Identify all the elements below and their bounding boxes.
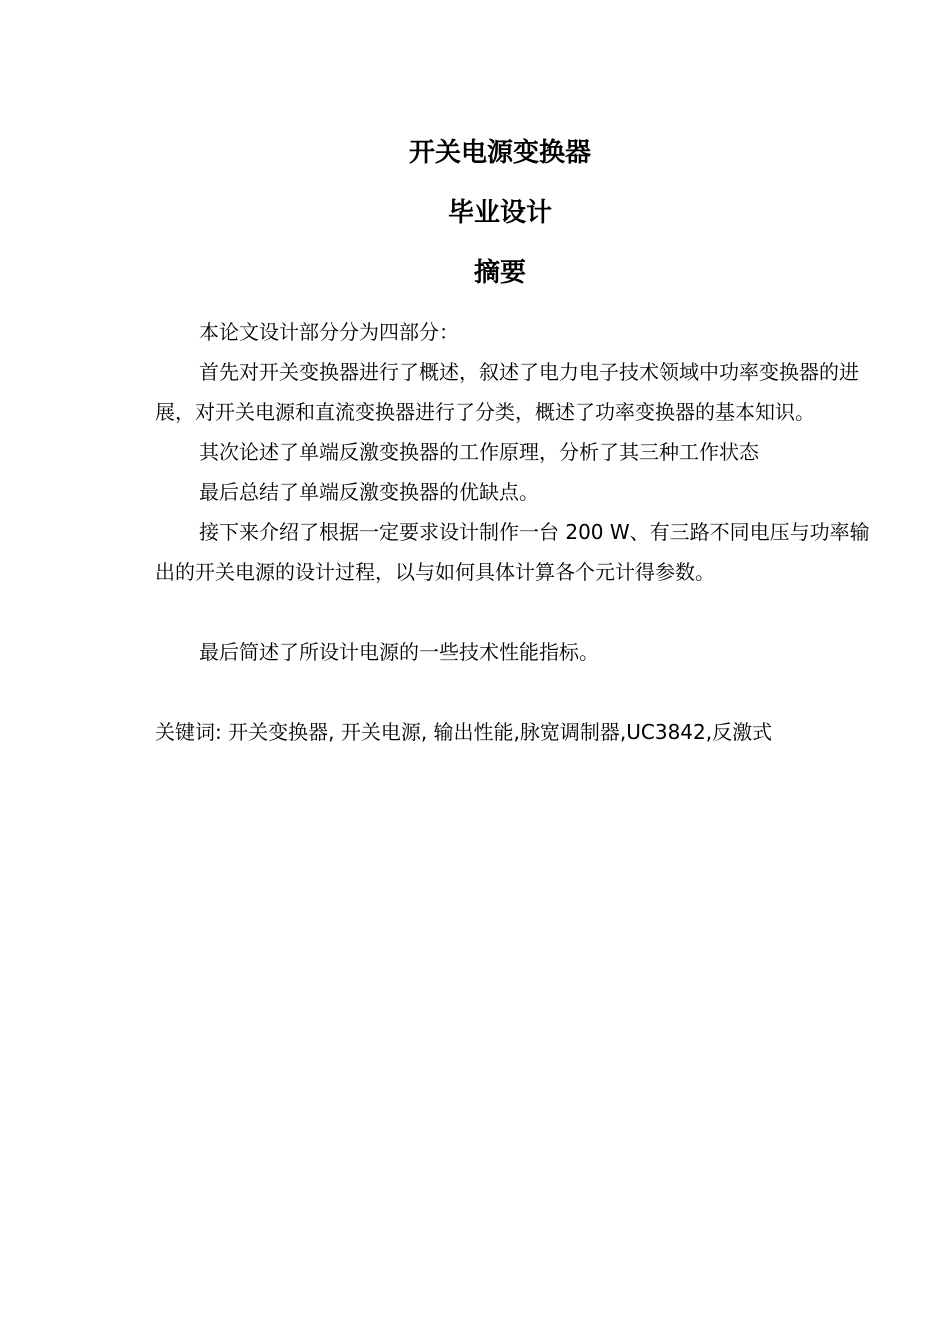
abstract-body	[155, 312, 875, 752]
abstract-paragraph-4: 最后总结了单端反激变换器的优缺点。	[199, 480, 539, 504]
abstract-paragraph-3: 其次论述了单端反激变换器的工作原理，分析了其三种工作状态	[199, 440, 759, 464]
abstract-paragraph-5: 接下来介绍了根据一定要求设计制作一台 200 W、有三路不同电压与功率输出的开关电源的设计过程，以与如何具体计算各个元计得参数。	[155, 520, 870, 584]
abstract-paragraph-6: 最后简述了所设计电源的一些技术性能指标。	[199, 640, 599, 664]
paragraph-spacer	[155, 592, 875, 632]
paragraph-spacer	[155, 672, 875, 712]
document-title: 开关电源变换器	[408, 138, 591, 168]
keywords-line	[155, 712, 875, 752]
keywords-text: 开关变换器, 开关电源, 输出性能,脉宽调制器,UC3842,反激式	[221, 720, 773, 744]
document-subtitle: 毕业设计	[447, 198, 552, 228]
abstract-heading: 摘要	[473, 258, 526, 288]
keywords-label: 关键词:	[155, 720, 222, 744]
abstract-paragraph-1: 本论文设计部分分为四部分：	[199, 320, 459, 344]
abstract-paragraph-2: 首先对开关变换器进行了概述，叙述了电力电子技术领域中功率变换器的进展，对开关电源和直流变换器进行了分类，概述了功率变换器的基本知识。	[155, 360, 859, 424]
